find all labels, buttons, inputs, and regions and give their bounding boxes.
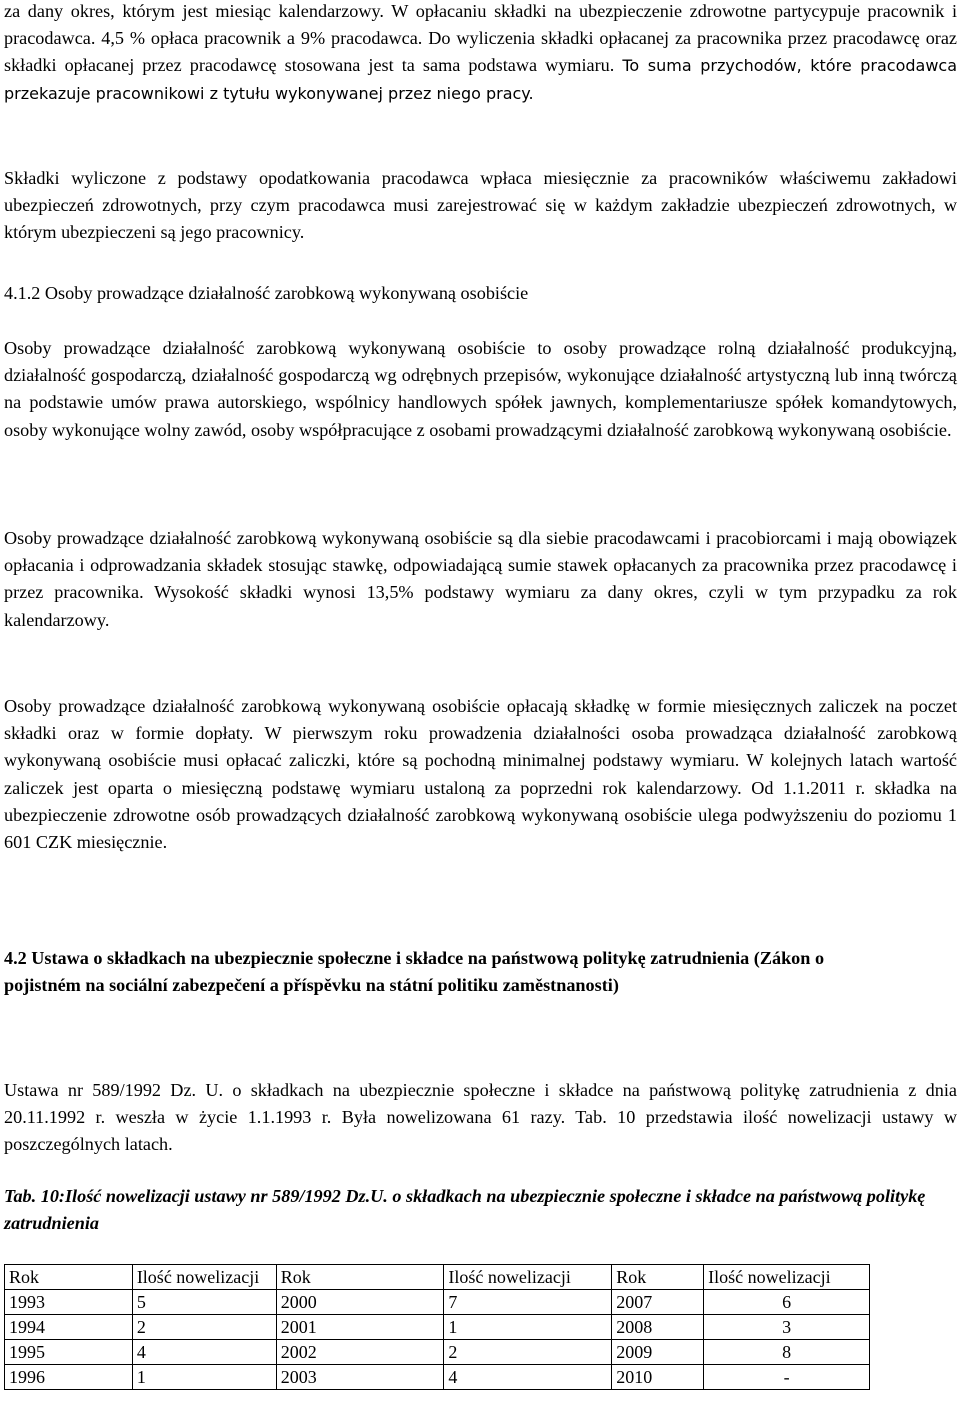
table-cell: 6: [704, 1290, 870, 1315]
paragraph-self-employed-definition: Osoby prowadzące działalność zarobkową wykonywaną osobiście to osoby prowadzące rolną działalność produkcyjną, działalność gospodarczą, działalność gospodarczą wg odrębnych przepisów, wykonujące działalność artystyczną lub inną twórczą na podstawie umów prawa autorskiego, wspólnicy handlowych spółek jawnych, komplementariusze spółek komandytowych, osoby wykonujące wolny zawód, osoby współpracujące z osobami prowadzącymi działalność zarobkową wykonywaną osobiście.: [4, 338, 957, 440]
table-row: [5, 1315, 870, 1340]
header-cell: Rok: [276, 1265, 444, 1290]
paragraph-health-contribution: [4, 0, 957, 107]
table-cell: -: [704, 1365, 870, 1390]
paragraph-self-employed-obligation: Osoby prowadzące działalność zarobkową wykonywaną osobiście są dla siebie pracodawcami i pracobiorcami i mają obowiązek opłacania i odprowadzania składek stosując stawkę, odpowiadającą sumie stawek opłacanych za pracownika przez pracodawcę i przez pracownika. Wysokość składki wynosi 13,5% podstawy wymiaru za dany okres, czyli w tym przypadku za rok kalendarzowy.: [4, 528, 957, 630]
table-cell: 2002: [276, 1340, 444, 1365]
table-cell: 4: [132, 1340, 276, 1365]
table-cell: 4: [444, 1365, 612, 1390]
table-cell: 1: [444, 1315, 612, 1340]
header-cell: Rok: [5, 1265, 133, 1290]
section-heading-4-2: 4.2 Ustawa o składkach na ubezpiecznie społeczne i składce na państwową politykę zatrudnienia (Zákon o pojistném na sociální zabezpečení a příspěvku na státní politiku zaměstnanosti): [4, 948, 825, 995]
table-cell: 2: [444, 1340, 612, 1365]
section-heading-4-1-2: 4.1.2 Osoby prowadzące działalność zarobkową wykonywaną osobiście: [4, 283, 529, 303]
table-row: [5, 1290, 870, 1315]
table-cell: 2009: [612, 1340, 704, 1365]
table-cell: 5: [132, 1290, 276, 1315]
table-cell: 2001: [276, 1315, 444, 1340]
paragraph-act-589-1992: Ustawa nr 589/1992 Dz. U. o składkach na ubezpiecznie społeczne i składce na państwową politykę zatrudnienia z dnia 20.11.1992 r. weszła w życie 1.1.1993 r. Była nowelizowana 61 razy. Tab. 10 przedstawia ilość nowelizacji ustawy w poszczególnych latach.: [4, 1080, 957, 1155]
paragraph-contribution-payment: Składki wyliczone z podstawy opodatkowania pracodawca wpłaca miesięcznie za pracowników właściwemu zakładowi ubezpieczeń zdrowotnych, przy czym pracodawca musi zarejestrować się w każdym zakładzie ubezpieczeń zdrowotnych, w którym ubezpieczeni są jego pracownicy.: [4, 168, 957, 243]
table-cell: 7: [444, 1290, 612, 1315]
table-cell: 8: [704, 1340, 870, 1365]
table-caption: Tab. 10:Ilość nowelizacji ustawy nr 589/1992 Dz.U. o składkach na ubezpiecznie społeczne i składce na państwową politykę zatrudnienia: [4, 1186, 926, 1233]
table-cell: 2000: [276, 1290, 444, 1315]
header-cell: Ilość nowelizacji: [444, 1265, 612, 1290]
table-cell: 3: [704, 1315, 870, 1340]
table-cell: 1993: [5, 1290, 133, 1315]
amendments-table: [4, 1264, 870, 1390]
table-cell: 2007: [612, 1290, 704, 1315]
table-row: [5, 1365, 870, 1390]
header-cell: Rok: [612, 1265, 704, 1290]
paragraph-self-employed-advances: Osoby prowadzące działalność zarobkową wykonywaną osobiście opłacają składkę w formie miesięcznych zaliczek na poczet składki oraz w formie dopłaty. W pierwszym roku prowadzenia działalności osoba prowadząca działalność zarobkową wykonywaną osobiście musi opłacać zaliczki, które są pochodną minimalnej podstawy wymiaru. W kolejnych latach wartość zaliczek jest oparta o miesięczną podstawę wymiaru ustaloną za poprzedni rok kalendarzowy. Od 1.1.2011 r. składka na ubezpieczenie zdrowotne osób prowadzących działalność zarobkową wykonywaną osobiście ulega podwyższeniu do poziomu 1 601 CZK miesięcznie.: [4, 696, 957, 853]
table-cell: 1994: [5, 1315, 133, 1340]
header-cell: Ilość nowelizacji: [704, 1265, 870, 1290]
paragraph-text-sans: To suma przychodów, które pracodawca przekazuje pracownikowi z tytułu wykonywanej przez niego pracy.: [4, 56, 958, 103]
table-row: [5, 1340, 870, 1365]
paragraph-text: za dany okres, którym jest miesiąc kalendarzowy. W opłacaniu składki na ubezpieczenie zdrowotne partycypuje pracownik i pracodawca. 4,5 % opłaca pracownik a 9% pracodawca. Do wyliczenia składki opłacanej za pracownika przez pracodawcę oraz składki opłacanej przez pracodawcę stosowana jest ta sama podstawa wymiaru.: [4, 1, 957, 76]
table-cell: 1: [132, 1365, 276, 1390]
table-header-row: [5, 1265, 870, 1290]
table-cell: 1996: [5, 1365, 133, 1390]
table-cell: 2: [132, 1315, 276, 1340]
table-cell: 1995: [5, 1340, 133, 1365]
header-cell: Ilość nowelizacji: [132, 1265, 276, 1290]
table-cell: 2003: [276, 1365, 444, 1390]
table-cell: 2008: [612, 1315, 704, 1340]
table-cell: 2010: [612, 1365, 704, 1390]
